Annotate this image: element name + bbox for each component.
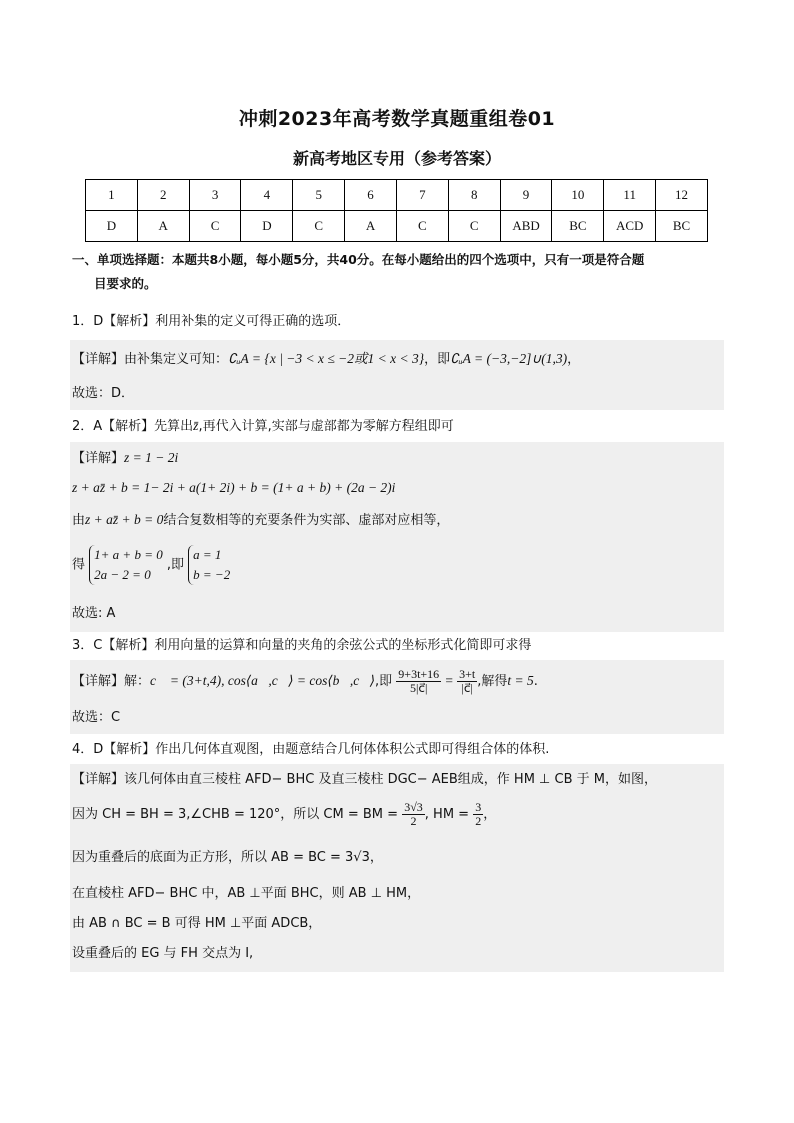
question-number-cell: 7 — [396, 180, 448, 211]
question-number-cell: 10 — [552, 180, 604, 211]
q3-heading: 3．C【解析】利用向量的运算和向量的夹角的余弦公式的坐标形式化简即可求得 — [72, 638, 532, 653]
q2-detail-box — [70, 442, 724, 632]
q4-line2: 因为 CH = BH = 3,∠CHB = 120°，所以 CM = BM = $\frac{3√3}{2}$ , HM = $\frac{3}{2}$ ， — [72, 800, 497, 828]
page-subtitle: 新高考地区专用（参考答案） — [292, 149, 501, 168]
answer-cell: ACD — [604, 211, 656, 242]
equation-system-2: a = 1 b = −2 — [188, 545, 230, 585]
q2-detail: 【详解】z = 1 − 2i — [72, 450, 179, 466]
question-number-cell: 4 — [241, 180, 293, 211]
question-number-cell: 12 — [656, 180, 708, 211]
section-heading-line2: 目要求的。 — [94, 276, 157, 291]
answer-cell: D — [241, 211, 293, 242]
answer-cell: C — [189, 211, 241, 242]
answer-cell: C — [396, 211, 448, 242]
q4-line3: 因为重叠后的底面为正方形，所以 AB = BC = 3√3， — [72, 850, 383, 865]
q4-line4: 在直棱柱 AFD− BHC 中，AB ⊥平面 BHC，则 AB ⊥ HM， — [72, 886, 421, 901]
question-number-cell: 3 — [189, 180, 241, 211]
q4-line1: 【详解】该几何体由直三棱柱 AFD− BHC 及直三棱柱 DGC− AEB组成，作 HM ⊥ CB 于 M，如图， — [72, 772, 657, 787]
q1-heading: 1．D【解析】利用补集的定义可得正确的选项． — [72, 314, 351, 329]
question-number-cell: 11 — [604, 180, 656, 211]
q4-detail-box — [70, 764, 724, 972]
q2-choice: 故选: A — [72, 606, 116, 621]
answer-cell: ABD — [500, 211, 552, 242]
question-number-cell: 8 — [448, 180, 500, 211]
q2-system: 得 1+ a + b = 0 2a − 2 = 0 ,即 a = 1 b = −2 — [72, 545, 230, 585]
section-heading — [72, 248, 732, 296]
answer-cell: C — [448, 211, 500, 242]
q1-choice: 故选：D． — [72, 386, 135, 401]
q2-equation: z + az̄ + b = 1− 2i + a(1+ 2i) + b = (1+ a + b) + (2a − 2)i — [72, 480, 396, 495]
q3-detail: 【详解】解：c⃗ = (3+t,4), cos⟨a⃗,c⃗⟩ = cos⟨b⃗,c⃗⟩,即 $\frac{9+3t+16}{5|c⃗|}$ = $\frac{3+t}{|c⃗|}$ ,解得t = 5. — [72, 667, 538, 695]
answer-table-answer-row — [86, 211, 708, 242]
answer-cell: BC — [552, 211, 604, 242]
q2-heading: 2．A【解析】先算出z̄,再代入计算,实部与虚部都为零解方程组即可 — [72, 418, 454, 434]
answer-cell: A — [345, 211, 397, 242]
section-heading-line1: 一、单项选择题：本题共8小题，每小题5分，共40分。在每小题给出的四个选项中，只有一项是符合题 — [72, 252, 645, 267]
fraction: $\frac{3}{2}$ — [475, 800, 482, 828]
fraction: $\frac{3√3}{2}$ — [404, 800, 423, 828]
q4-heading: 4．D【解析】作出几何体直观图，由题意结合几何体体积公式即可得组合体的体积. — [72, 742, 550, 757]
answer-cell: C — [293, 211, 345, 242]
answer-cell: D — [86, 211, 138, 242]
answer-cell: BC — [656, 211, 708, 242]
question-number-cell: 5 — [293, 180, 345, 211]
answer-table — [85, 179, 708, 242]
equation-system-1: 1+ a + b = 0 2a − 2 = 0 — [89, 545, 163, 585]
question-number-cell: 6 — [345, 180, 397, 211]
q4-line5: 由 AB ∩ BC = B 可得 HM ⊥平面 ADCB， — [72, 916, 322, 931]
q3-choice: 故选：C — [72, 710, 121, 725]
answer-cell: A — [137, 211, 189, 242]
fraction: $\frac{3+t}{|c⃗|}$ — [459, 667, 476, 695]
answer-table-number-row — [86, 180, 708, 211]
page-title: 冲刺2023年高考数学真题重组卷01 — [238, 108, 556, 130]
q1-detail: 【详解】由补集定义可知：∁ᵤA = {x | −3 < x ≤ −2或1 < x < 3}，即∁ᵤA = (−3,−2]∪(1,3)， — [72, 351, 581, 367]
question-number-cell: 9 — [500, 180, 552, 211]
fraction: $\frac{9+3t+16}{5|c⃗|}$ — [398, 667, 440, 695]
question-number-cell: 1 — [86, 180, 138, 211]
q4-line6: 设重叠后的 EG 与 FH 交点为 I, — [72, 946, 254, 961]
q2-condition: 由z + az̄ + b = 0结合复数相等的充要条件为实部、虚部对应相等， — [72, 512, 450, 528]
question-number-cell: 2 — [137, 180, 189, 211]
